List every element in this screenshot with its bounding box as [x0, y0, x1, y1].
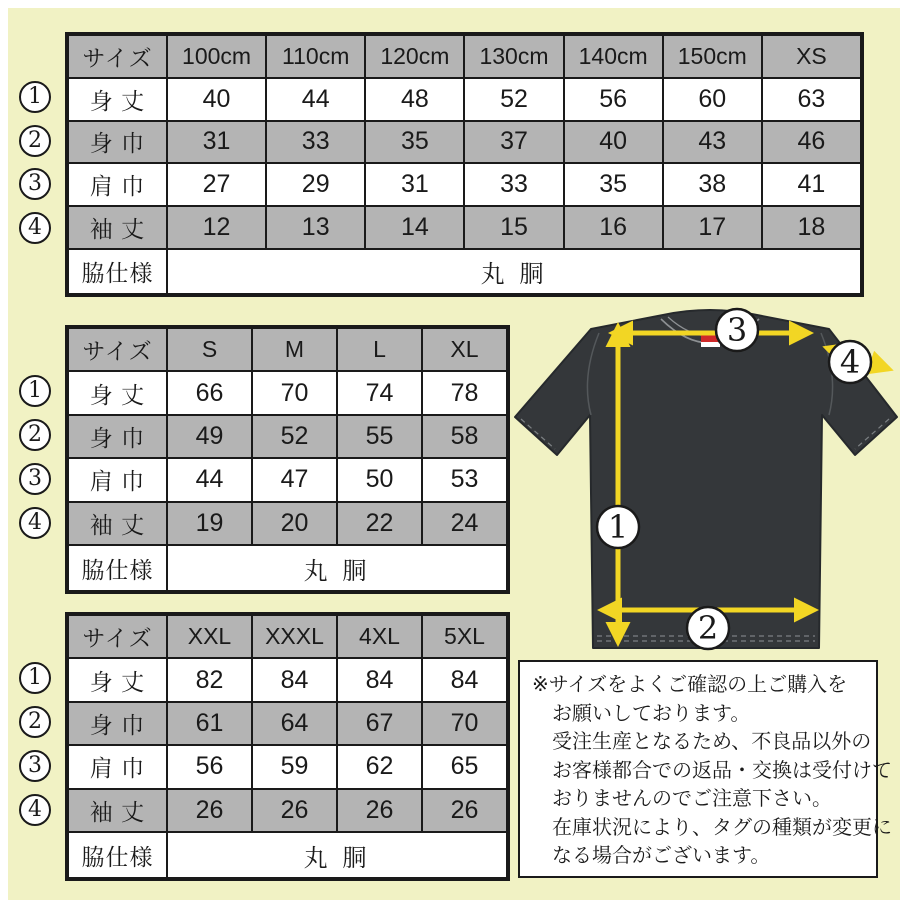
value-cell: 40 — [564, 121, 663, 164]
row-label-cell: 袖 丈 — [68, 502, 167, 545]
size-header-cell: サイズ — [68, 615, 167, 658]
column-header-cell: XL — [422, 328, 507, 371]
value-cell: 74 — [337, 371, 422, 414]
svg-text:4: 4 — [839, 343, 861, 382]
column-header-cell: M — [252, 328, 337, 371]
footer-value-cell: 丸 胴 — [167, 249, 861, 294]
value-cell: 49 — [167, 415, 252, 458]
column-header-cell: S — [167, 328, 252, 371]
column-header-cell: 130cm — [464, 35, 563, 78]
value-cell: 56 — [167, 745, 252, 788]
note-line: 在庫状況により、タグの種類が変更に — [552, 816, 892, 839]
row-marker-3: 3 — [19, 463, 51, 495]
row-label-cell: 身 巾 — [68, 415, 167, 458]
value-cell: 38 — [663, 163, 762, 206]
row-marker-2: 2 — [19, 419, 51, 451]
adult-size-table — [65, 325, 510, 594]
note-line: おりませんのでご注意下さい。 — [552, 788, 832, 810]
value-cell: 56 — [564, 78, 663, 121]
white-margin-left — [0, 0, 8, 900]
row-marker-3: 3 — [19, 168, 51, 200]
value-cell: 52 — [252, 415, 337, 458]
column-header-cell: XXXL — [252, 615, 337, 658]
row-label-cell: 身 巾 — [68, 702, 167, 745]
diagram-marker-1 — [597, 506, 639, 548]
row-marker-1: 1 — [19, 81, 51, 113]
row-marker-4: 4 — [19, 794, 51, 826]
value-cell: 65 — [422, 745, 507, 788]
value-cell: 13 — [266, 206, 365, 249]
value-cell: 84 — [337, 658, 422, 701]
value-cell: 47 — [252, 458, 337, 501]
column-header-cell: L — [337, 328, 422, 371]
large-sizes — [67, 614, 508, 879]
note-line: 受注生産となるため、不良品以外の — [552, 731, 872, 753]
value-cell: 33 — [464, 163, 563, 206]
footer-label-cell: 脇仕様 — [68, 249, 167, 294]
value-cell: 22 — [337, 502, 422, 545]
row-marker-1: 1 — [19, 662, 51, 694]
footer-label-cell: 脇仕様 — [68, 832, 167, 878]
note-line: ※サイズをよくご確認の上ご購入を — [532, 674, 848, 696]
row-marker-2: 2 — [19, 706, 51, 738]
value-cell: 26 — [252, 789, 337, 832]
value-cell: 78 — [422, 371, 507, 414]
footer-value-cell: 丸 胴 — [167, 545, 507, 591]
column-header-cell: 100cm — [167, 35, 266, 78]
value-cell: 84 — [422, 658, 507, 701]
value-cell: 35 — [365, 121, 464, 164]
value-cell: 29 — [266, 163, 365, 206]
diagram-marker-2 — [687, 607, 729, 649]
column-header-cell: XS — [762, 35, 861, 78]
row-label-cell: 身 丈 — [68, 371, 167, 414]
adult-sizes — [67, 327, 508, 592]
value-cell: 70 — [252, 371, 337, 414]
value-cell: 26 — [422, 789, 507, 832]
note-line: お客様都合での返品・交換は受付けて — [552, 759, 892, 782]
value-cell: 50 — [337, 458, 422, 501]
size-header-cell: サイズ — [68, 328, 167, 371]
column-header-cell: 110cm — [266, 35, 365, 78]
value-cell: 44 — [167, 458, 252, 501]
row-label-cell: 肩 巾 — [68, 745, 167, 788]
value-cell: 17 — [663, 206, 762, 249]
value-cell: 14 — [365, 206, 464, 249]
footer-value-cell: 丸 胴 — [167, 832, 507, 878]
value-cell: 84 — [252, 658, 337, 701]
value-cell: 16 — [564, 206, 663, 249]
value-cell: 70 — [422, 702, 507, 745]
value-cell: 37 — [464, 121, 563, 164]
column-header-cell: 140cm — [564, 35, 663, 78]
svg-text:2: 2 — [697, 609, 719, 648]
value-cell: 18 — [762, 206, 861, 249]
column-header-cell: 4XL — [337, 615, 422, 658]
row-label-cell: 身 丈 — [68, 658, 167, 701]
value-cell: 19 — [167, 502, 252, 545]
value-cell: 62 — [337, 745, 422, 788]
value-cell: 58 — [422, 415, 507, 458]
footer-label-cell: 脇仕様 — [68, 545, 167, 591]
value-cell: 48 — [365, 78, 464, 121]
value-cell: 59 — [252, 745, 337, 788]
value-cell: 63 — [762, 78, 861, 121]
value-cell: 31 — [167, 121, 266, 164]
row-label-cell: 肩 巾 — [68, 163, 167, 206]
value-cell: 43 — [663, 121, 762, 164]
value-cell: 12 — [167, 206, 266, 249]
value-cell: 44 — [266, 78, 365, 121]
row-marker-1: 1 — [19, 375, 51, 407]
large-size-table — [65, 612, 510, 881]
value-cell: 15 — [464, 206, 563, 249]
row-label-cell: 袖 丈 — [68, 789, 167, 832]
value-cell: 40 — [167, 78, 266, 121]
value-cell: 67 — [337, 702, 422, 745]
value-cell: 33 — [266, 121, 365, 164]
value-cell: 20 — [252, 502, 337, 545]
value-cell: 82 — [167, 658, 252, 701]
row-label-cell: 袖 丈 — [68, 206, 167, 249]
note-line: お願いしております。 — [552, 702, 751, 725]
diagram-marker-4 — [829, 341, 871, 383]
value-cell: 46 — [762, 121, 861, 164]
row-label-cell: 身 巾 — [68, 121, 167, 164]
column-header-cell: 5XL — [422, 615, 507, 658]
column-header-cell: XXL — [167, 615, 252, 658]
value-cell: 26 — [167, 789, 252, 832]
value-cell: 35 — [564, 163, 663, 206]
row-marker-2: 2 — [19, 125, 51, 157]
value-cell: 61 — [167, 702, 252, 745]
kids-size-table — [65, 32, 864, 297]
value-cell: 31 — [365, 163, 464, 206]
value-cell: 66 — [167, 371, 252, 414]
value-cell: 24 — [422, 502, 507, 545]
diagram-marker-3 — [716, 309, 758, 351]
white-margin-top — [0, 0, 900, 8]
value-cell: 52 — [464, 78, 563, 121]
row-label-cell: 身 丈 — [68, 78, 167, 121]
row-marker-4: 4 — [19, 212, 51, 244]
note-box — [518, 660, 892, 878]
tshirt-measurement-diagram — [505, 305, 900, 655]
value-cell: 64 — [252, 702, 337, 745]
svg-text:3: 3 — [726, 311, 748, 350]
value-cell: 26 — [337, 789, 422, 832]
note-line: なる場合がございます。 — [552, 845, 771, 867]
column-header-cell: 120cm — [365, 35, 464, 78]
value-cell: 55 — [337, 415, 422, 458]
value-cell: 41 — [762, 163, 861, 206]
svg-text:1: 1 — [607, 508, 629, 547]
value-cell: 27 — [167, 163, 266, 206]
column-header-cell: 150cm — [663, 35, 762, 78]
kids-sizes — [67, 34, 862, 295]
value-cell: 60 — [663, 78, 762, 121]
value-cell: 53 — [422, 458, 507, 501]
row-marker-4: 4 — [19, 507, 51, 539]
size-header-cell: サイズ — [68, 35, 167, 78]
row-label-cell: 肩 巾 — [68, 458, 167, 501]
row-marker-3: 3 — [19, 750, 51, 782]
